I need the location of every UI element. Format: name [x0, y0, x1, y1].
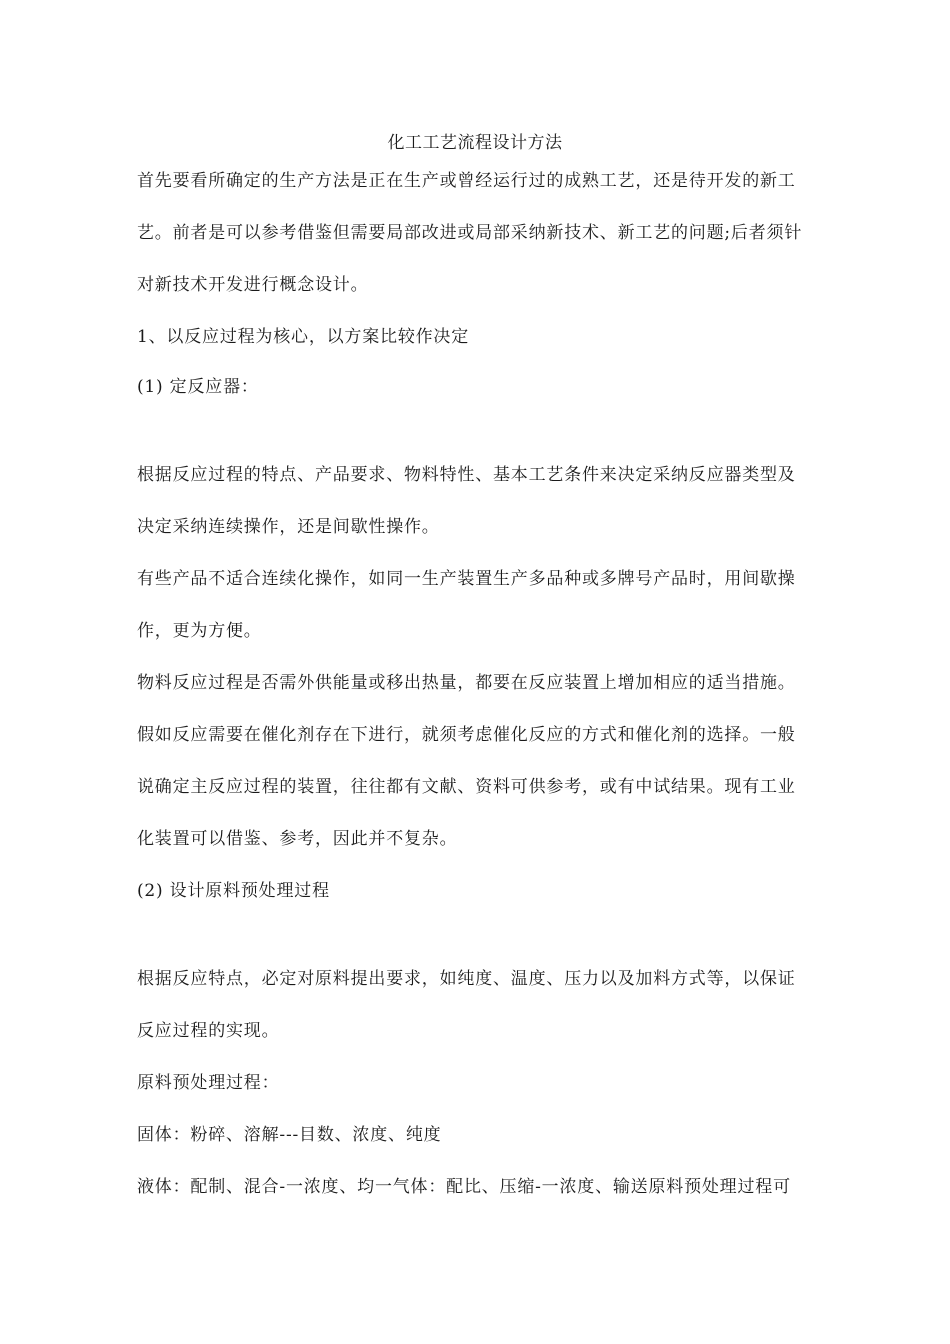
raw-material-line: 反应过程的实现。 — [137, 1021, 280, 1041]
continuous-line: 作，更为方便。 — [137, 621, 262, 641]
intro-line: 艺。前者是可以参考借鉴但需要局部改进或局部采纳新技术、新工艺的问题;后者须针 — [137, 223, 803, 243]
intro-paragraph — [137, 168, 819, 324]
intro-line: 对新技术开发进行概念设计。 — [137, 275, 369, 295]
material-paragraph: 物料反应过程是否需外供能量或移出热量，都要在反应装置上增加相应的适当措施。 — [137, 673, 796, 693]
continuous-line: 有些产品不适合连续化操作，如同一生产装置生产多品种或多牌号产品时，用间歇操 — [137, 569, 796, 589]
subsection-heading-reactor: (1) 定反应器： — [137, 377, 259, 397]
intro-line: 首先要看所确定的生产方法是正在生产或曾经运行过的成熟工艺，还是待开发的新工 — [137, 171, 796, 191]
raw-material-paragraph — [137, 966, 819, 1070]
catalyst-line: 化装置可以借鉴、参考，因此并不复杂。 — [137, 829, 458, 849]
pretreatment-label: 原料预处理过程： — [137, 1073, 280, 1093]
blank-line — [137, 426, 819, 462]
document-title: 化工工艺流程设计方法 — [387, 133, 563, 153]
reactor-line: 决定采纳连续操作，还是间歇性操作。 — [137, 517, 440, 537]
blank-line — [137, 930, 819, 966]
catalyst-line: 假如反应需要在催化剂存在下进行，就须考虑催化反应的方式和催化剂的选择。一般 — [137, 725, 796, 745]
solid-line: 固体：粉碎、溶解---目数、浓度、纯度 — [137, 1125, 442, 1145]
document-body — [137, 168, 819, 1226]
catalyst-paragraph — [137, 722, 819, 878]
continuous-paragraph — [137, 566, 819, 670]
subsection-heading-pretreatment: (2) 设计原料预处理过程 — [137, 881, 330, 901]
reactor-line: 根据反应过程的特点、产品要求、物料特性、基本工艺条件来决定采纳反应器类型及 — [137, 465, 796, 485]
raw-material-line: 根据反应特点，必定对原料提出要求，如纯度、温度、压力以及加料方式等，以保证 — [137, 969, 796, 989]
reactor-paragraph — [137, 462, 819, 566]
section-heading-1: 1、以反应过程为核心，以方案比较作决定 — [137, 327, 470, 347]
liquid-line: 液体：配制、混合-一浓度、均一气体：配比、压缩-一浓度、输送原料预处理过程可 — [137, 1177, 791, 1197]
catalyst-line: 说确定主反应过程的装置，往往都有文献、资料可供参考，或有中试结果。现有工业 — [137, 777, 796, 797]
